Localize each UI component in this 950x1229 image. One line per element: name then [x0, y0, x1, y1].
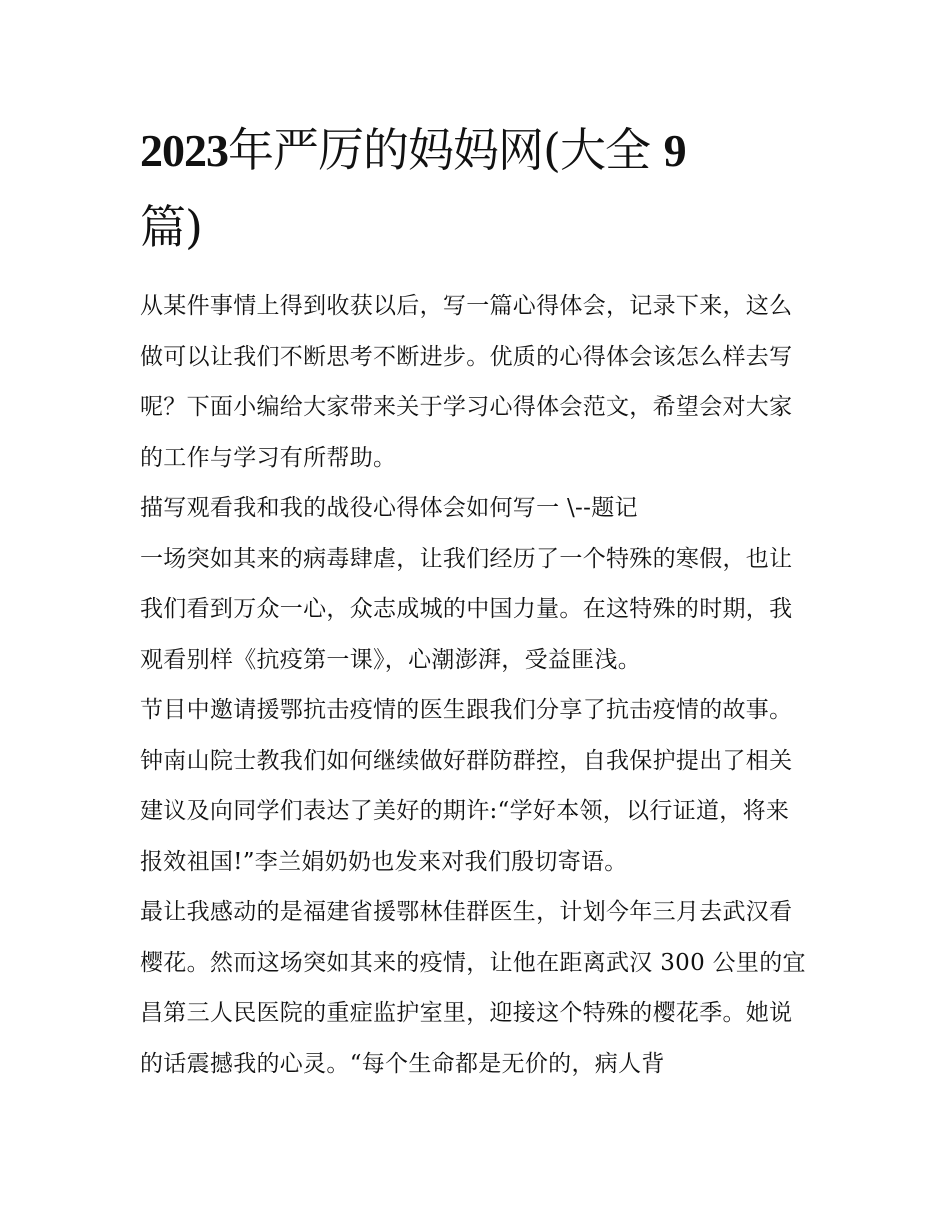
- title-count: 9: [663, 125, 686, 176]
- title-end-text: 篇): [140, 200, 202, 254]
- body-paragraph-2: 节目中邀请援鄂抗击疫情的医生跟我们分享了抗击疫情的故事。钟南山院士教我们如何继续做好群防群控，自我保护提出了相关建议及向同学们表达了美好的期许:“学好本领，以行证道，将来报效祖国!”李兰娟奶奶也发来对我们殷切寄语。: [140, 697, 793, 875]
- document-title: [140, 112, 812, 265]
- title-main-text: 年严厉的妈妈网(大全: [228, 123, 650, 177]
- title-year: 2023: [140, 125, 228, 176]
- document-page: [140, 112, 812, 1089]
- body-paragraph-3: 最让我感动的是福建省援鄂林佳群医生，计划今年三月去武汉看樱花。然而这场突如其来的疫情，让他在距离武汉 300 公里的宜昌第三人民医院的重症监护室里，迎接这个特殊的樱花季。她说的话震撼我的心灵。“每个生命都是无价的，病人背: [140, 899, 806, 1077]
- section-heading: 描写观看我和我的战役心得体会如何写一 \--题记: [140, 495, 638, 521]
- body-paragraph-1: 一场突如其来的病毒肆虐，让我们经历了一个特殊的寒假，也让我们看到万众一心，众志成城的中国力量。在这特殊的时期，我观看别样《抗疫第一课》，心潮澎湃，受益匪浅。: [140, 545, 793, 673]
- intro-paragraph: 从某件事情上得到收获以后，写一篇心得体会，记录下来，这么做可以让我们不断思考不断进步。优质的心得体会该怎么样去写呢？下面小编给大家带来关于学习心得体会范文，希望会对大家的工作与学习有所帮助。: [140, 293, 793, 471]
